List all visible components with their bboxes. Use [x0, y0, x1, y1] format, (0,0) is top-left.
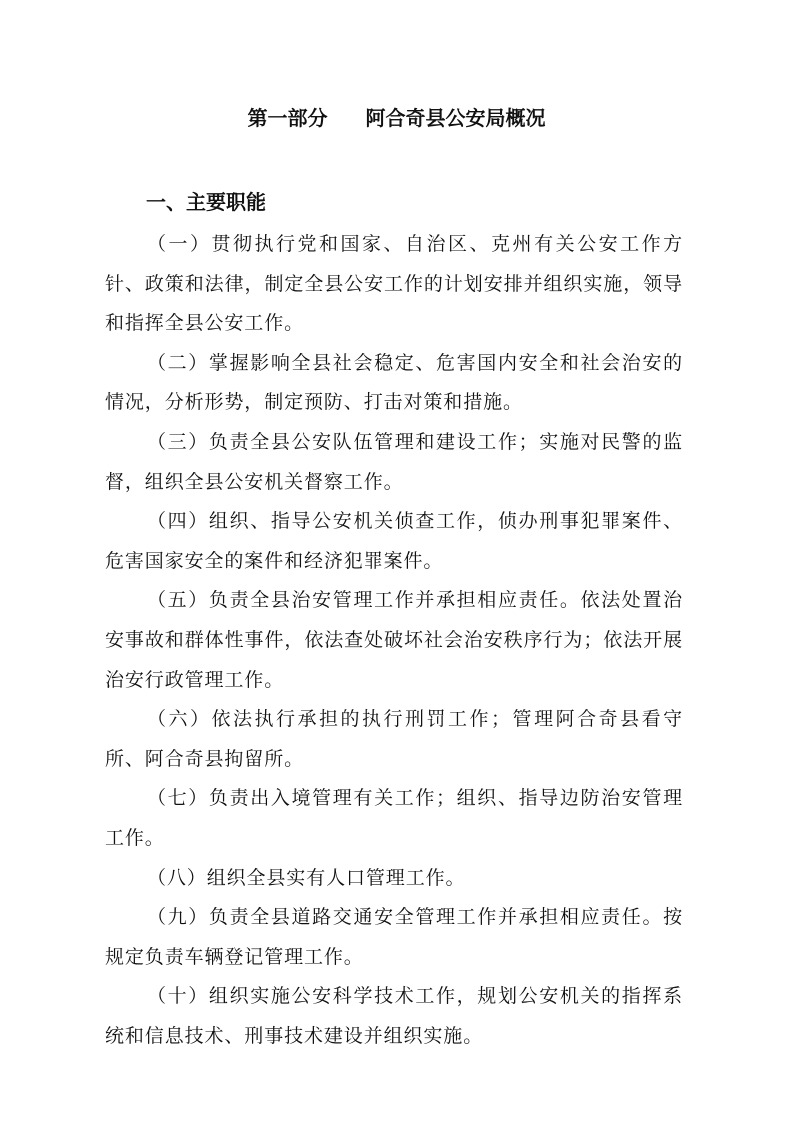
- duty-paragraph-7: （七）负责出入境管理有关工作；组织、指导边防治安管理工作。: [105, 787, 683, 849]
- duty-paragraph-9: （九）负责全县道路交通安全管理工作并承担相应责任。按规定负责车辆登记管理工作。: [105, 906, 683, 968]
- title-part: 第一部分: [247, 106, 328, 130]
- duty-paragraph-5: （五）负责全县治安管理工作并承担相应责任。依法处置治安事故和群体性事件，依法查处破坏社会治安秩序行为；依法开展治安行政管理工作。: [105, 589, 683, 691]
- duty-paragraph-4: （四）组织、指导公安机关侦查工作，侦办刑事犯罪案件、危害国家安全的案件和经济犯罪案件。: [105, 510, 683, 572]
- duty-paragraph-1: （一）贯彻执行党和国家、自治区、克州有关公安工作方针、政策和法律，制定全县公安工作的计划安排并组织实施，领导和指挥全县公安工作。: [105, 233, 683, 335]
- duty-paragraph-10: （十）组织实施公安科学技术工作，规划公安机关的指挥系统和信息技术、刑事技术建设并组织实施。: [105, 985, 683, 1047]
- document-body: [105, 225, 683, 1056]
- duty-paragraph-8: （八）组织全县实有人口管理工作。: [147, 866, 466, 889]
- title-name: 阿合奇县公安局概况: [365, 106, 546, 130]
- duty-paragraph-2: （二）掌握影响全县社会稳定、危害国内安全和社会治安的情况，分析形势，制定预防、打击对策和措施。: [105, 351, 683, 414]
- duty-paragraph-6: （六）依法执行承担的执行刑罚工作；管理阿合奇县看守所、阿合奇县拘留所。: [105, 708, 683, 770]
- duty-paragraph-3: （三）负责全县公安队伍管理和建设工作；实施对民警的监督，组织全县公安机关督察工作。: [105, 430, 683, 493]
- section-heading: 一、主要职能: [146, 190, 266, 214]
- page-title: [0, 104, 793, 132]
